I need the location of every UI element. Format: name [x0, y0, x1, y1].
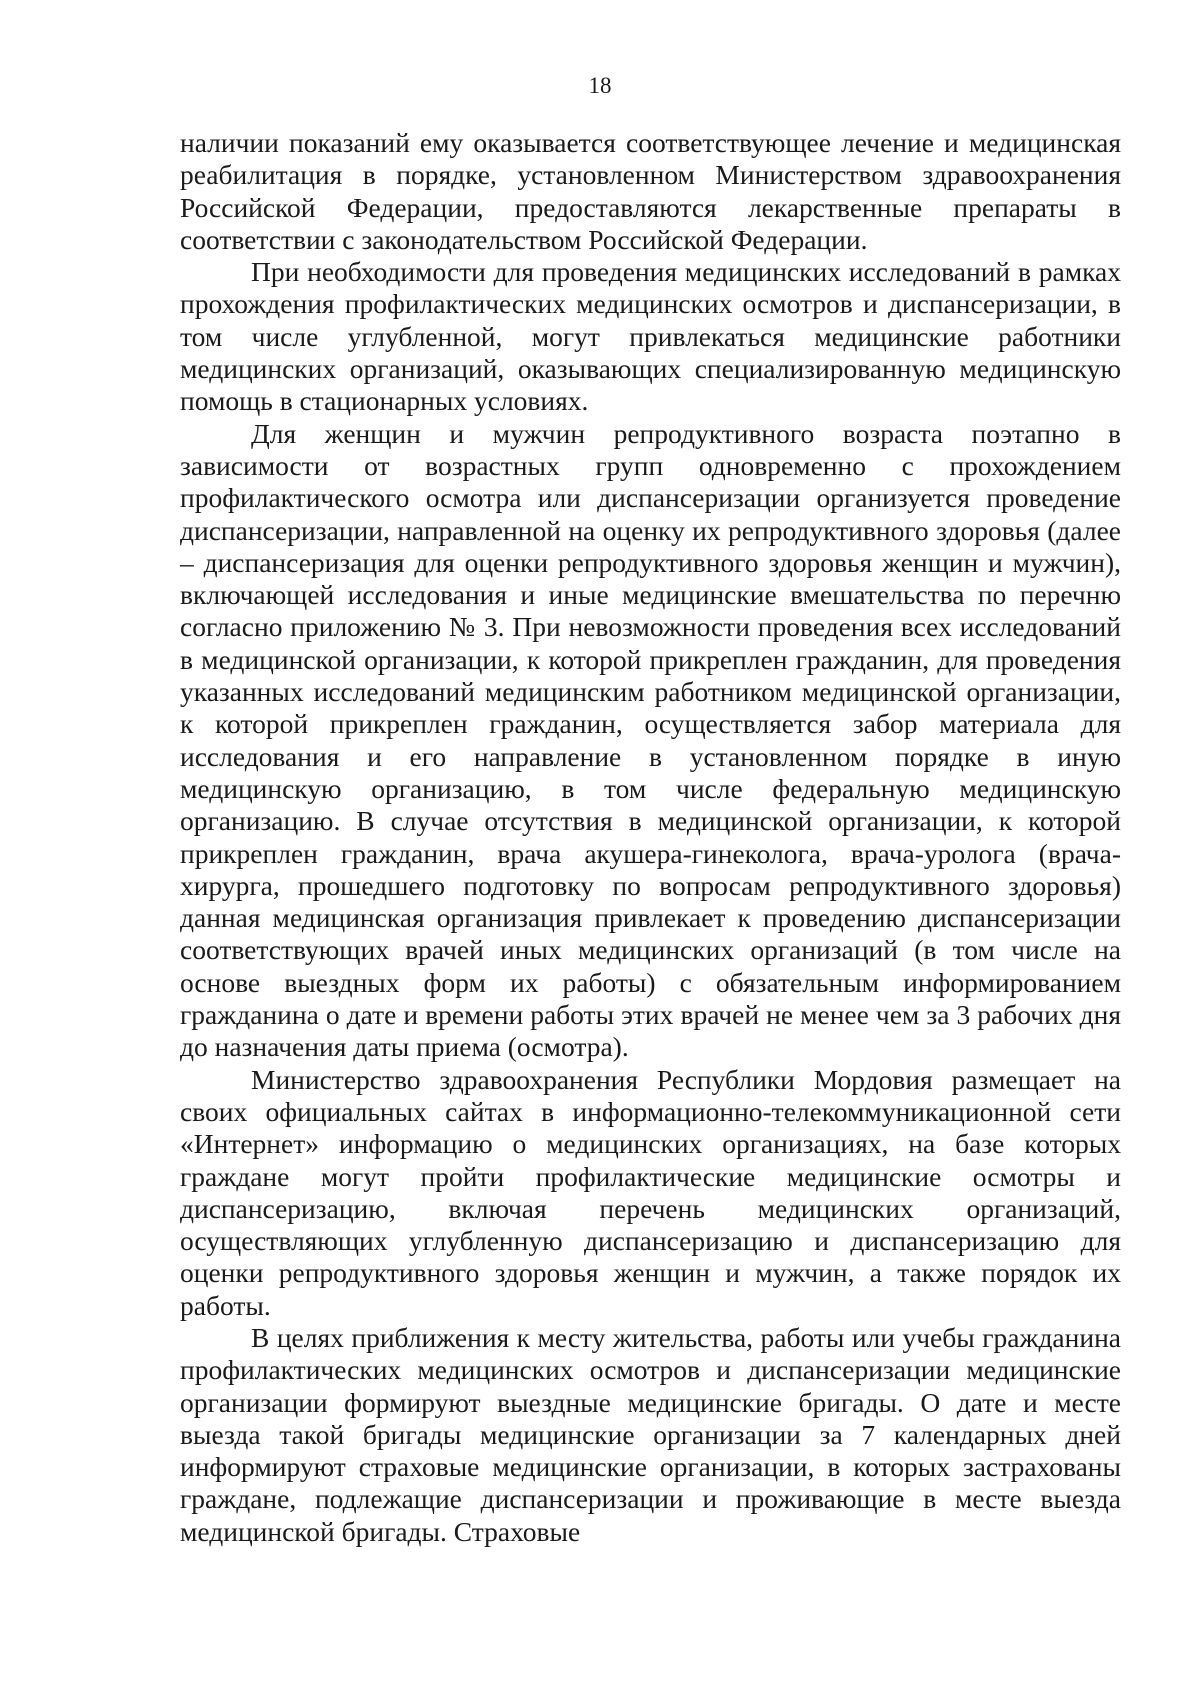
paragraph-4: Министерство здравоохранения Республики Мордовия размещает на своих официальных сайтах в информационно-телекоммуникационной сети «Интернет» информацию о медицинских организациях, на базе которых граждане могут пройти профилактические медицинские осмотры и диспансеризацию, включая перечень медицинских организаций, осуществляющих углубленную диспансеризацию и диспансеризацию для оценки репродуктивного здоровья женщин и мужчин, а также порядок их работы. [180, 1063, 1121, 1321]
paragraph-3: Для женщин и мужчин репродуктивного возраста поэтапно в зависимости от возрастных групп одновременно с прохождением профилактического осмотра или диспансеризации организуется проведение диспансеризации, направленной на оценку их репродуктивного здоровья (далее – диспансеризация для оценки репродуктивного здоровья женщин и мужчин), включающей исследования и иные медицинские вмешательства по перечню согласно приложению № 3. При невозможности проведения всех исследований в медицинской организации, к которой прикреплен гражданин, для проведения указанных исследований медицинским работником медицинской организации, к которой прикреплен гражданин, осуществляется забор материала для исследования и его направление в установленном порядке в иную медицинскую организацию, в том числе федеральную медицинскую организацию. В случае отсутствия в медицинской организации, к которой прикреплен гражданин, врача акушера-гинеколога, врача-уролога (врача-хирурга, прошедшего подготовку по вопросам репродуктивного здоровья) данная медицинская организация привлекает к проведению диспансеризации соответствующих врачей иных медицинских организаций (в том числе на основе выездных форм их работы) с обязательным информированием гражданина о дате и времени работы этих врачей не менее чем за 3 рабочих дня до назначения даты приема (осмотра). [180, 417, 1121, 1063]
paragraph-5: В целях приближения к месту жительства, работы или учебы гражданина профилактических медицинских осмотров и диспансеризации медицинские организации формируют выездные медицинские бригады. О дате и месте выезда такой бригады медицинские организации за 7 календарных дней информируют страховые медицинские организации, в которых застрахованы граждане, подлежащие диспансеризации и проживающие в месте выезда медицинской бригады. Страховые [180, 1321, 1121, 1547]
page-number: 18 [588, 73, 612, 98]
paragraph-1: наличии показаний ему оказывается соответствующее лечение и медицинская реабилитация в порядке, установленном Министерством здравоохранения Российской Федерации, предоставляются лекарственные препараты в соответствии с законодательством Российской Федерации. [180, 127, 1121, 255]
document-body [180, 127, 1121, 1548]
paragraph-2: При необходимости для проведения медицинских исследований в рамках прохождения профилактических медицинских осмотров и диспансеризации, в том числе углубленной, могут привлекаться медицинские работники медицинских организаций, оказывающих специализированную медицинскую помощь в стационарных условиях. [180, 256, 1121, 417]
